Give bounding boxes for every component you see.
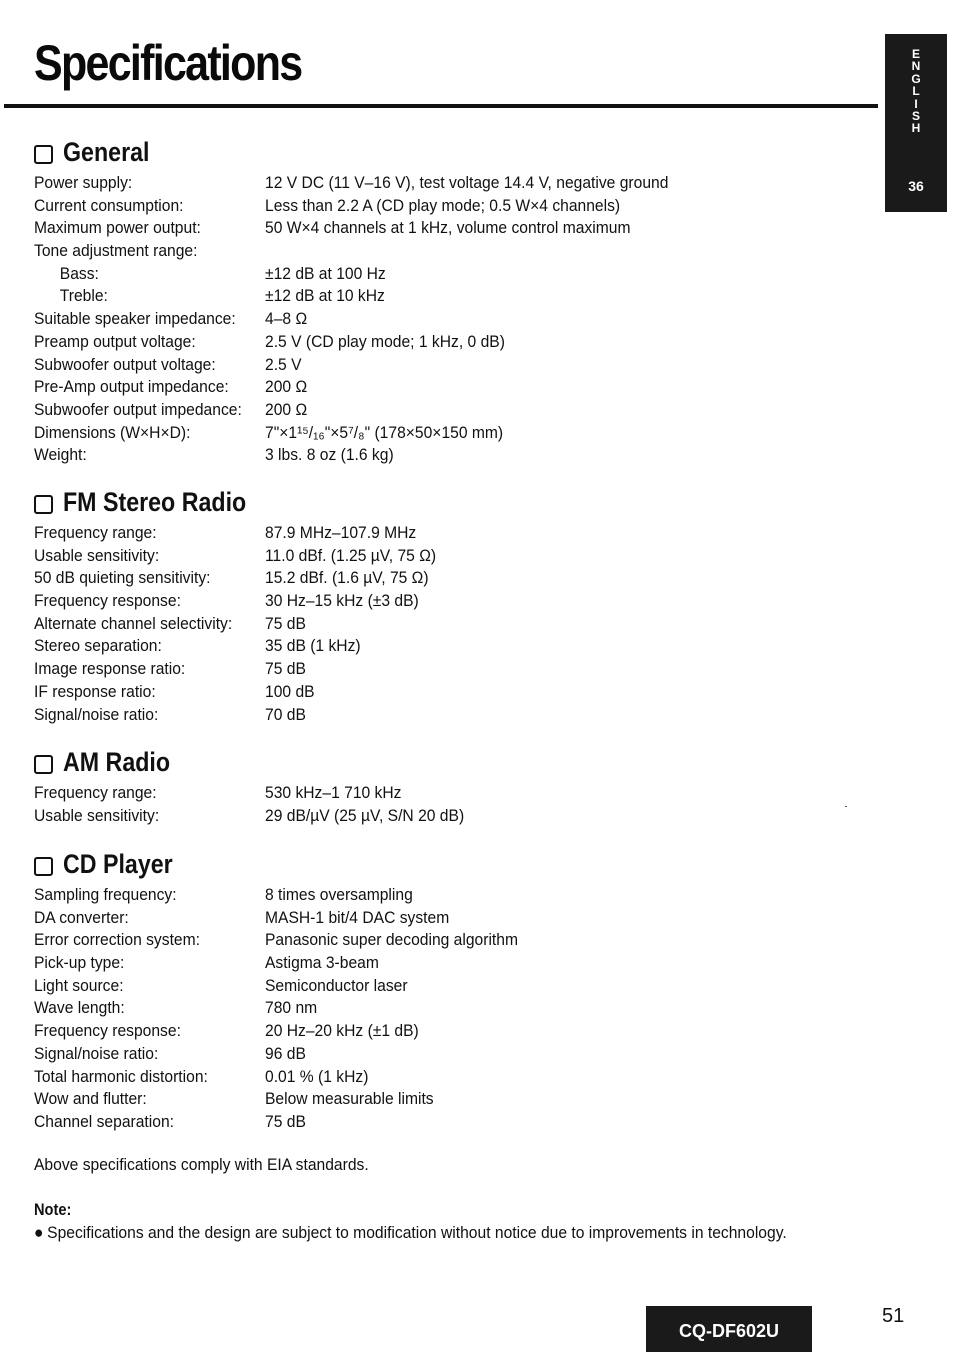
language-letter: L [912,84,920,99]
spec-label: Frequency range: [34,523,157,542]
spec-value: 15.2 dBf. (1.6 µV, 75 Ω) [265,568,429,588]
spec-label: Frequency range: [34,783,157,802]
spec-row [34,590,874,613]
section-heading [34,746,874,778]
spec-label: 50 dB quieting sensitivity: [34,568,211,588]
spec-label: Usable sensitivity: [34,545,160,565]
spec-value: 75 dB [265,613,306,633]
spec-row [34,567,874,590]
language-letter: S [911,109,920,124]
spec-value: 2.5 V [265,354,302,374]
spec-value: MASH-1 bit/4 DAC system [265,907,450,927]
language-page-number: 36 [908,178,924,194]
spec-label: Image response ratio: [34,659,186,679]
spec-value: 3 lbs. 8 oz (1.6 kg) [265,445,394,465]
language-letters [885,48,947,135]
language-tab [885,34,947,212]
spec-label: Weight: [34,445,87,465]
spec-value: 100 dB [265,681,315,701]
checkbox-square-icon [34,145,53,164]
spec-label: Light source: [34,975,124,995]
spec-value: Panasonic super decoding algorithm [265,930,519,950]
spec-list [34,522,874,726]
spec-row [34,1020,874,1043]
spec-label: Bass: [59,263,99,283]
section-am-radio [34,746,874,827]
spec-label: Suitable speaker impedance: [34,309,236,329]
spec-label: IF response ratio: [34,681,156,701]
section-general [34,136,874,467]
spec-row [34,331,874,354]
spec-row [34,1066,874,1089]
spec-label: Treble: [59,286,108,306]
spec-list [34,172,874,467]
spec-row [34,1043,874,1066]
spec-row [34,997,874,1020]
spec-row [34,217,874,240]
spec-row [34,172,874,195]
language-letter: I [914,96,918,111]
spec-value: 8 times oversampling [265,885,413,904]
spec-label: Preamp output voltage: [34,331,196,351]
section-heading [34,486,874,518]
spec-row [34,975,874,998]
section-fm-stereo-radio [34,486,874,726]
spec-value: 30 Hz–15 kHz (±3 dB) [265,591,419,611]
spec-row [34,240,874,263]
language-letter: H [911,121,921,136]
spec-row [34,952,874,975]
spec-row [34,658,874,681]
spec-row [34,613,874,636]
spec-row [34,1088,874,1111]
spec-label: Channel separation: [34,1111,174,1131]
spec-row [34,522,874,545]
spec-label: Sampling frequency: [34,885,177,904]
spec-value: 87.9 MHz–107.9 MHz [265,523,417,542]
spec-label: Tone adjustment range: [34,241,198,261]
checkbox-square-icon [34,755,53,774]
spec-label: Power supply: [34,173,133,192]
spec-row [34,782,874,805]
note-heading: Note: [34,1200,72,1219]
spec-value: 50 W×4 channels at 1 kHz, volume control maximum [265,218,631,238]
spec-label: DA converter: [34,907,129,927]
spec-row [34,681,874,704]
spec-value: ±12 dB at 10 kHz [265,286,385,306]
section-heading [34,136,874,168]
spec-label: Subwoofer output voltage: [34,354,216,374]
spec-row [34,263,874,286]
spec-value: 11.0 dBf. (1.25 µV, 75 Ω) [265,545,437,565]
spec-value: 200 Ω [265,399,308,419]
spec-label: Frequency response: [34,1021,181,1041]
spec-value: 780 nm [265,998,318,1018]
spec-label: Wave length: [34,998,125,1018]
spec-row [34,929,874,952]
spec-value: Below measurable limits [265,1089,434,1109]
spec-label: Signal/noise ratio: [34,704,159,724]
note-text: Specifications and the design are subject to modification without notice due to improvements in technology. [47,1223,787,1242]
spec-value: ±12 dB at 100 Hz [265,263,386,283]
spec-value: 75 dB [265,659,306,679]
spec-label: Frequency response: [34,591,181,611]
compliance-statement: Above specifications comply with EIA standards. [34,1155,369,1174]
spec-row [34,444,874,467]
section-heading [34,848,874,880]
spec-value: 200 Ω [265,377,308,397]
spec-label: Subwoofer output impedance: [34,399,242,419]
spec-label: Error correction system: [34,930,201,950]
spec-value: 12 V DC (11 V–16 V), test voltage 14.4 V, negative ground [265,173,669,192]
spec-label: Dimensions (W×H×D): [34,422,191,442]
section-title: General [63,136,150,167]
spec-value: Astigma 3-beam [265,953,379,973]
spec-value: 70 dB [265,704,306,724]
bullet-dot-icon: ● [34,1223,44,1242]
spec-value: Less than 2.2 A (CD play mode; 0.5 W×4 channels) [265,195,621,215]
title-rule [4,104,878,108]
spec-value: 29 dB/µV (25 µV, S/N 20 dB) [265,805,465,825]
spec-row [34,805,874,828]
spec-row [34,399,874,422]
checkbox-square-icon [34,495,53,514]
page-title: Specifications [34,35,302,91]
spec-label: Alternate channel selectivity: [34,613,233,633]
spec-row [34,635,874,658]
spec-row [34,1111,874,1134]
spec-row [34,354,874,377]
spec-label: Pre-Amp output impedance: [34,377,229,397]
spec-row [34,422,874,445]
spec-row [34,907,874,930]
spec-list [34,782,874,827]
spec-row [34,308,874,331]
section-title: FM Stereo Radio [63,486,247,517]
spec-label: Wow and flutter: [34,1089,147,1109]
section-title: AM Radio [63,746,171,777]
scan-speck [845,806,847,807]
spec-row [34,704,874,727]
section-title: CD Player [63,848,173,879]
spec-value: 96 dB [265,1043,306,1063]
spec-value: 4–8 Ω [265,309,308,329]
note-bullet [34,1223,787,1243]
spec-label: Maximum power output: [34,218,201,238]
language-letter: E [911,47,920,61]
checkbox-square-icon [34,857,53,876]
spec-label: Total harmonic distortion: [34,1066,208,1086]
section-cd-player [34,848,874,1134]
language-letter: N [911,59,921,74]
spec-label: Usable sensitivity: [34,805,160,825]
spec-row [34,884,874,907]
spec-label: Pick-up type: [34,953,125,973]
spec-row [34,195,874,218]
spec-list [34,884,874,1134]
language-letter: G [911,71,921,86]
spec-value: 35 dB (1 kHz) [265,636,361,656]
spec-row [34,376,874,399]
spec-value: 20 Hz–20 kHz (±1 dB) [265,1021,419,1041]
spec-row [34,545,874,568]
spec-value: 75 dB [265,1111,306,1131]
spec-row [34,285,874,308]
spec-value: 530 kHz–1 710 kHz [265,783,402,802]
spec-label: Signal/noise ratio: [34,1043,159,1063]
page-number: 51 [882,1305,905,1327]
spec-value: Semiconductor laser [265,975,408,995]
spec-label: Stereo separation: [34,636,162,656]
spec-value: 0.01 % (1 kHz) [265,1066,369,1086]
spec-value: 2.5 V (CD play mode; 1 kHz, 0 dB) [265,331,505,351]
spec-value: 7"×1¹⁵/₁₆"×5⁷/₈" (178×50×150 mm) [265,422,504,442]
spec-label: Current consumption: [34,195,184,215]
model-number-badge: CQ-DF602U [646,1306,812,1352]
